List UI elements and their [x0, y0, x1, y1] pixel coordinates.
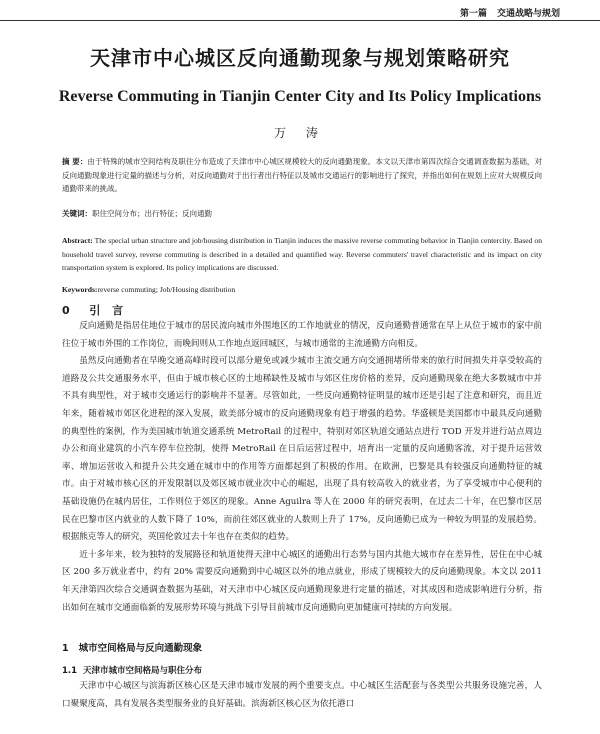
section-1-heading [62, 640, 202, 654]
abstract-cn-text: 由于特殊的城市空间结构及职住分布造成了天津市中心城区规模较大的反向通勤现象。本文以天津市第四次综合交通调查数据为基础，对反向通勤现象进行定量的描述与分析，对反向通勤对于出行者出行特征以及城市交通运行的影响进行了探究，并指出如何在规划上应对大规模反向通勤带来的挑战。 [62, 157, 542, 193]
abstract-english [62, 234, 542, 275]
section-1-title: 城市空间格局与反向通勤现象 [78, 643, 203, 654]
abstract-en-text: The special urban structure and job/housing distribution in Tianjin induces the massive reverse commuting behavior in Tianjin centercity. Based on household travel survey, reverse commuting is described in a detailed and quantified way. Reverse commuters' travel characteristic and its impact on city transportation system is explored. Its policy implications are discussed. [62, 236, 542, 273]
keywords-chinese [62, 207, 542, 220]
section-0-title: 引 言 [89, 304, 128, 317]
header-rule [0, 20, 600, 21]
intro-paragraphs [62, 318, 542, 617]
title-english: Reverse Commuting in Tianjin Center City and Its Policy Implications [58, 88, 542, 105]
title-chinese: 天津市中心城区反向通勤现象与规划策略研究 [90, 46, 510, 70]
section-1-1-heading [62, 664, 202, 676]
running-header-topic: 交通战略与规划 [496, 9, 560, 19]
section-0-heading [62, 302, 127, 318]
section-1-1-title: 天津市城市空间格局与职住分布 [82, 666, 202, 676]
author-name: 万 涛 [274, 126, 326, 140]
keywords-en-label: Keywords: [62, 285, 98, 294]
section-1-number: 1 [62, 643, 69, 654]
section-1-1-number: 1.1 [62, 666, 78, 676]
keywords-en-text: reverse commuting; Job/Housing distribution [97, 285, 236, 294]
abstract-cn-label: 摘 要： [62, 157, 88, 166]
keywords-english [62, 283, 542, 296]
body-paragraph: 反向通勤是指居住地位于城市的居民流向城市外围地区的工作地就业的情况，反向通勤普通常在早上从位于城市的家中前往位于城市外围的工作岗位，而晚间则从工作地点返回城区，与城市通常的主流通勤方向相反。 [62, 321, 542, 349]
keywords-cn-label: 关键词： [62, 209, 92, 218]
body-paragraph: 近十多年来，较为独特的发展路径和轨道使得天津中心城区的通勤出行态势与国内其他大城市存在差异性，居住在中心城区 200 多万就业者中，约有 20% 需要反向通勤到中心城区以外的地点就业，形成了规模较大的反向通勤现象。本文以 2011 年天津第四次综合交通调查数据为基础，对天津市中心城区反向通勤现象进行定量的描述，对其成因和造成影响进行分析，指出如何在城市交通面临新的发展形势环境与挑战下引导目前城市反向通勤向更加健康可持续的方向发展。 [62, 549, 542, 613]
running-header-part: 第一篇 [459, 9, 487, 19]
abstract-en-label: Abstract: [62, 236, 93, 245]
section-1-1-paragraph-block [62, 678, 542, 713]
body-paragraph: 天津市中心城区与滨海新区核心区是天津市城市发展的两个重要支点。中心城区生活配套与各类型公共服务设施完善，人口聚聚度高，具有发展各类型服务业的良好基础。滨海新区核心区为依托港口 [62, 681, 542, 709]
running-header [460, 6, 560, 19]
section-0-number: 0 [62, 304, 74, 317]
keywords-cn-text: 职住空间分布；出行特征；反向通勤 [92, 209, 212, 218]
body-paragraph: 虽然反向通勤者在早晚交通高峰时段可以部分避免或减少城市主流交通方向交通拥堵所带来的旅行时间损失并享受较高的道路及公共交通服务水平，但由于城市核心区的土地稀缺性及城市与郊区住房价格的差异，反向通勤现象在绝大多数城市中并不具有典型性，对于城市交通运行的影响并不显著。尽管如此，一些反向通勤特征明显的城市还是引起了注意和研究，而且近年来，随着城市郊区化进程的深入发展，欧美部分城市的反向通勤现象有趋于增强的趋势。华盛顿是美国都市中最具反向通勤的典型性的案例，作为美国城市轨道交通系统 MetroRail 的过程中，特别对郊区轨道交通站点进行 TOD 开发并进行站点周边办公和商业建筑的小汽车停车位控制，使得 MetroRail 在日后运营过程中，培育出一定量的反向通勤客流，对于提升运营效率、增加运营收入和提升公共交通在城市中的作用等方面都起到了积极的作用。在欧洲，巴黎是具有较强反向通勤特征的城市。由于对城市核心区的开发限制以及郊区城市就业次中心的崛起，出现了具有较高收入的就业者，为了享受城市中心便利的基础设施仍在城内居住，工作则位于郊区的现象。Anne Aguilra 等人在 2000 年的研究表明，在过去二十年，在巴黎市区居民在巴黎市区内就业的人数下降了 10%，而前往郊区就业的人数则上升了 17%，反向通勤已成为一种较为明显的发展趋势。根据熊克等人的研究，英国伦敦过去十年也存在类似的趋势。 [62, 356, 542, 543]
abstract-chinese [62, 155, 542, 196]
